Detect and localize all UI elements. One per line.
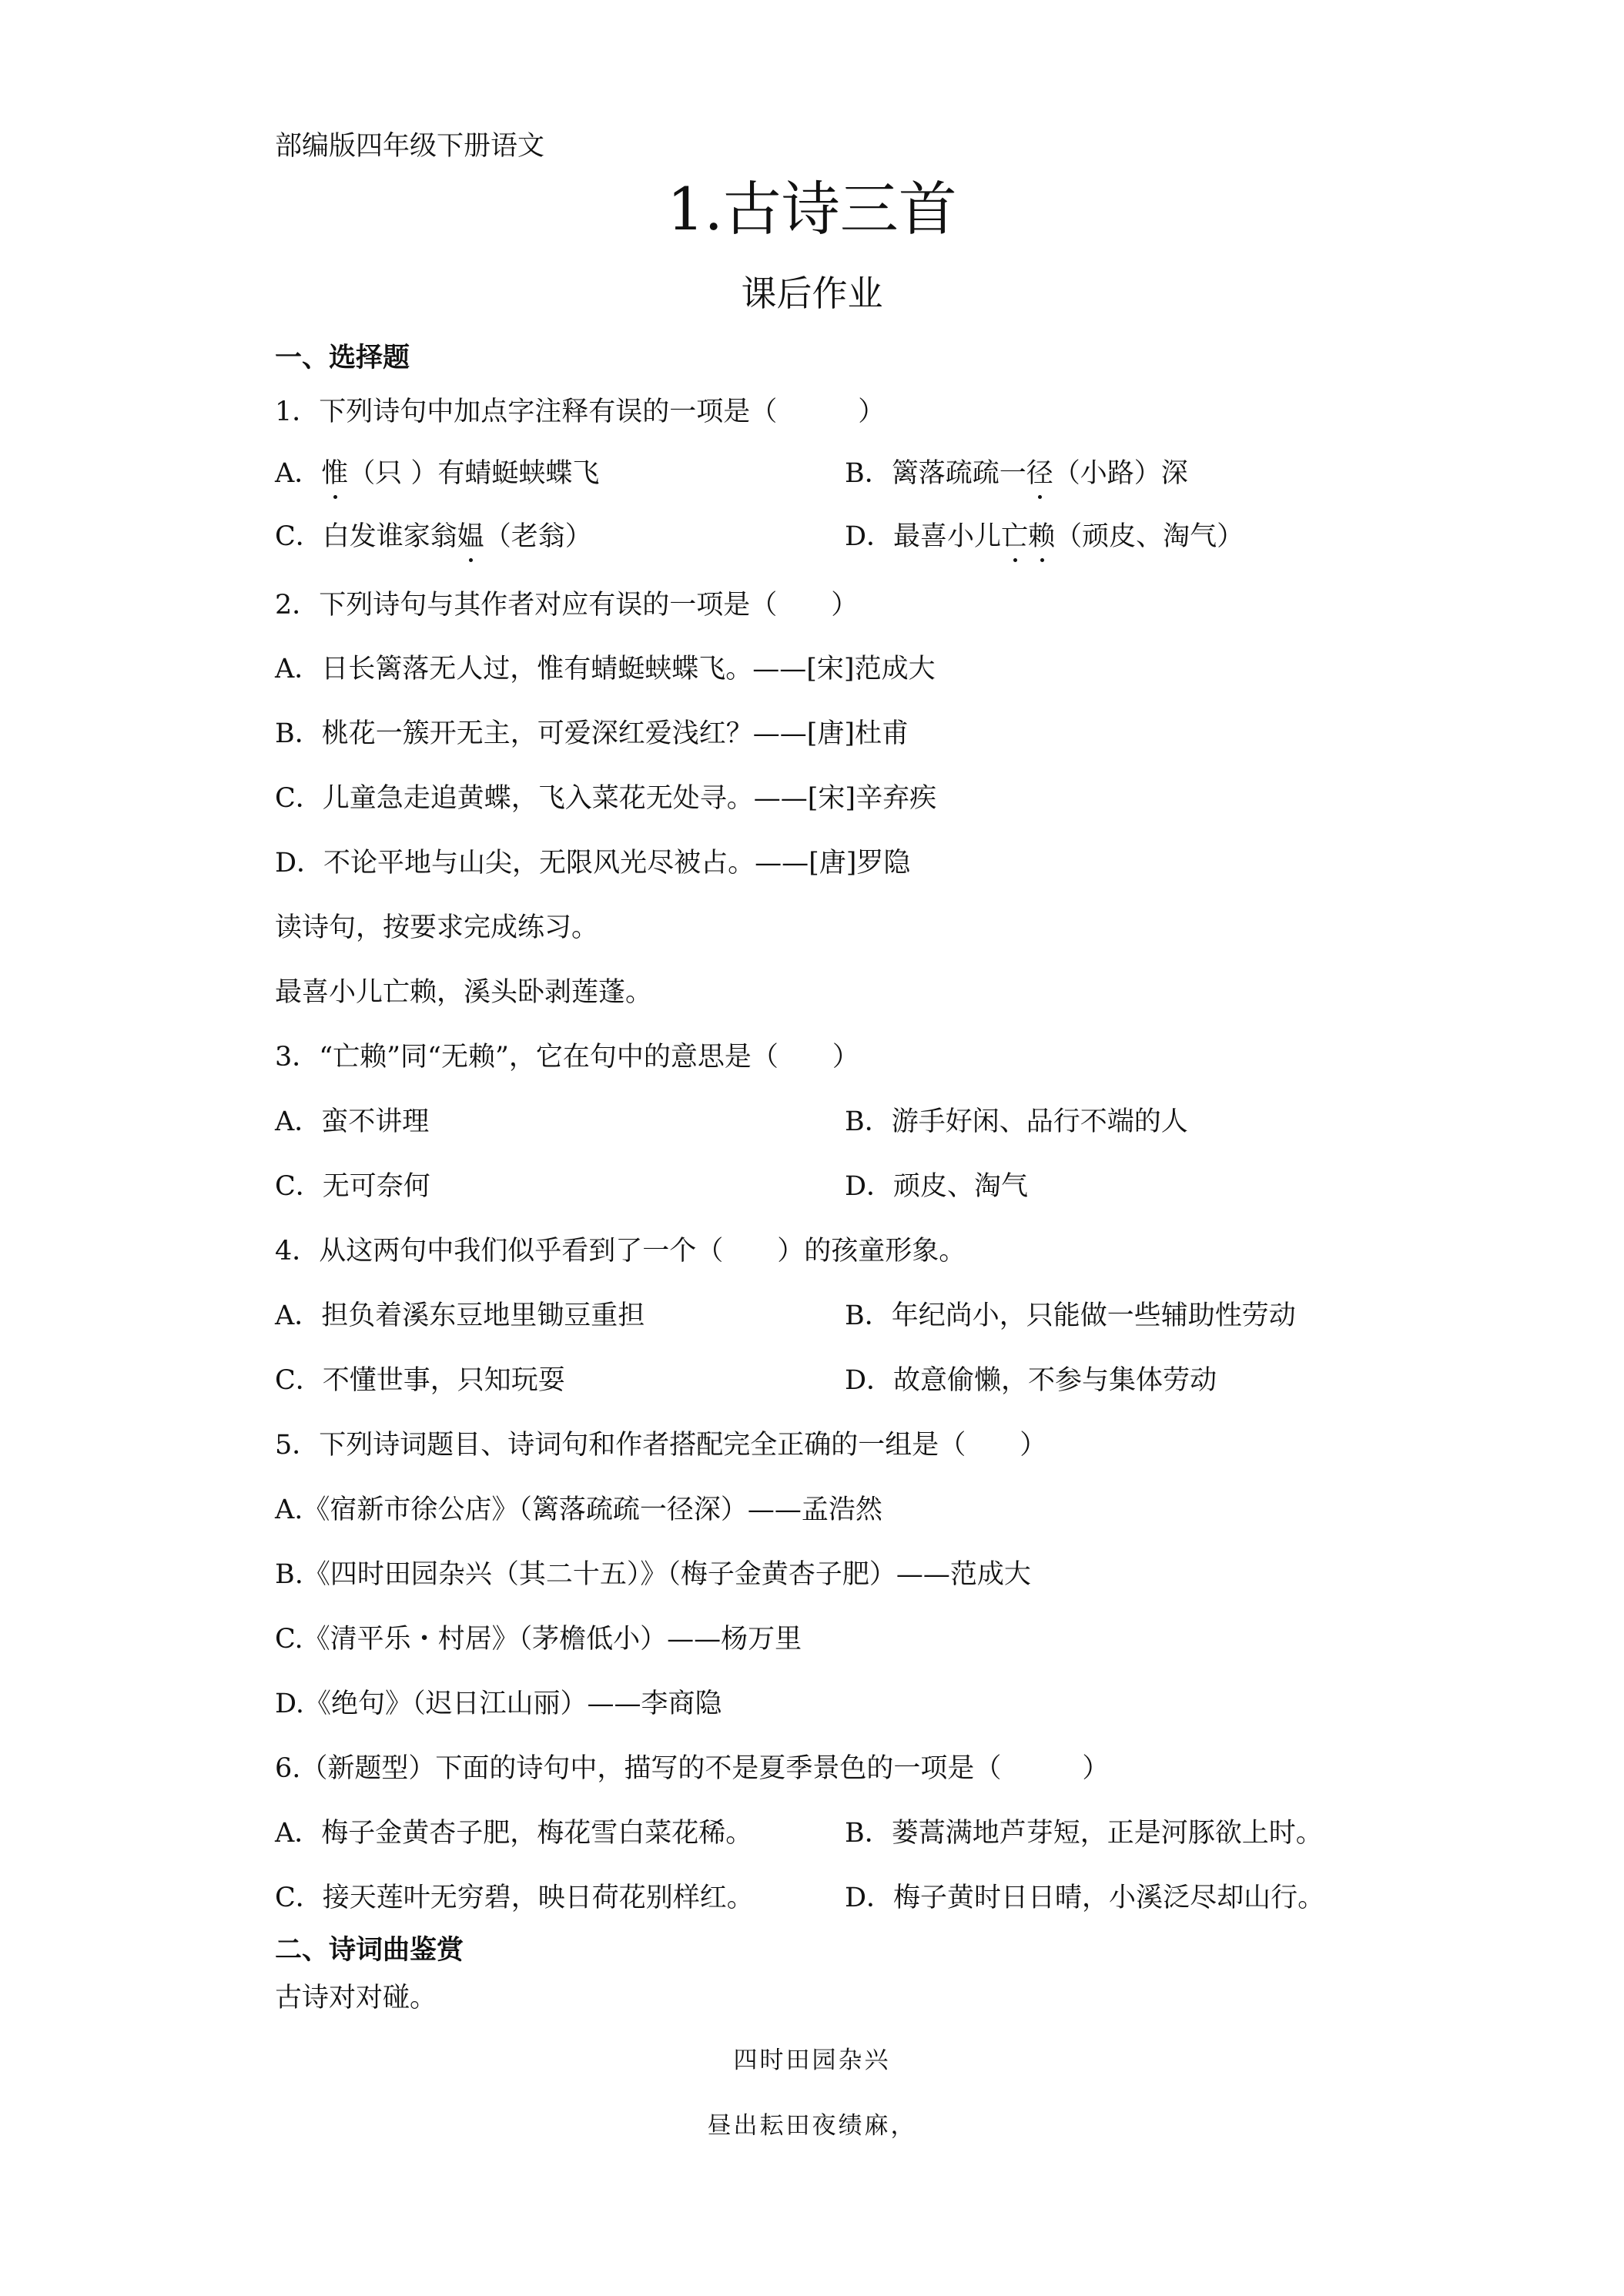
q4-option-d: D．故意偷懒，不参与集体劳动 [845,1365,1217,1396]
q1-option-d-dotted-char-2: 赖 [1028,518,1055,555]
q1-option-c [275,518,592,555]
poem-title: 四时田园杂兴 [733,2047,891,2074]
q1-stem: 1．下列诗句中加点字注释有误的一项是（ ） [275,397,886,427]
q4-option-a: A．担负着溪东豆地里锄豆重担 [275,1300,645,1331]
q5-stem: 5．下列诗词题目、诗词句和作者搭配完全正确的一组是（ ） [275,1430,1047,1461]
q6-option-b: B．蒌蒿满地芦芽短，正是河豚欲上时。 [845,1818,1323,1849]
q3-option-c: C．无可奈何 [275,1171,430,1202]
q3-option-b: B．游手好闲、品行不端的人 [845,1106,1188,1137]
q6-option-d: D．梅子黄时日日晴，小溪泛尽却山行。 [845,1883,1325,1913]
q2-option-b: B．桃花一簇开无主，可爱深红爱浅红？——[唐]杜甫 [275,718,909,749]
q5-option-a: A.《宿新市徐公店》（篱落疏疏一径深）——孟浩然 [275,1494,882,1525]
q3-stem: 3．“亡赖”同“无赖”，它在句中的意思是（ ） [275,1042,859,1073]
q1-option-a-prefix: A． [275,458,322,489]
section-heading-appreciation: 二、诗词曲鉴赏 [275,1934,464,1966]
q6-option-a: A．梅子金黄杏子肥，梅花雪白菜花稀。 [275,1818,753,1849]
q6-stem: 6.（新题型）下面的诗句中，描写的不是夏季景色的一项是（ ） [275,1753,1110,1784]
q2-stem: 2．下列诗句与其作者对应有误的一项是（ ） [275,590,859,621]
q3-option-d: D．顽皮、淘气 [845,1171,1029,1202]
q1-option-a [275,455,599,492]
q1-option-a-text: （只 ）有蜻蜓蛱蝶飞 [348,458,600,489]
q1-option-b [845,455,1188,492]
section-heading-choice: 一、选择题 [275,342,410,373]
q4-option-c: C．不懂世事，只知玩耍 [275,1365,565,1396]
q1-option-d-text: （顽皮、淘气） [1055,521,1244,552]
page-subtitle: 课后作业 [741,273,883,314]
q4-stem: 4．从这两句中我们似乎看到了一个（ ）的孩童形象。 [275,1236,966,1267]
q2-option-a: A．日长篱落无人过，惟有蜻蜓蛱蝶飞。——[宋]范成大 [275,654,936,684]
poem-line-1: 昼出耘田夜绩麻， [707,2112,917,2140]
textbook-label: 部编版四年级下册语文 [275,131,545,162]
q1-option-c-prefix: C．白发谁家翁 [275,521,457,552]
q1-option-b-prefix: B．篱落疏疏一 [845,458,1026,489]
q5-option-d: D.《绝句》（迟日江山丽）——李商隐 [275,1689,722,1719]
q1-option-d-prefix: D．最喜小儿 [845,521,1002,552]
q1-option-b-text: （小路）深 [1053,458,1188,489]
q1-option-c-dotted-char: 媪 [457,518,484,555]
reading-intro: 读诗句，按要求完成练习。 [275,912,599,943]
q5-option-b: B.《四时田园杂兴（其二十五）》（梅子金黄杏子肥）——范成大 [275,1559,1031,1590]
q2-option-c: C．儿童急走追黄蝶，飞入菜花无处寻。——[宋]辛弃疾 [275,783,937,814]
q1-option-b-dotted-char: 径 [1026,455,1053,492]
q1-option-c-text: （老翁） [484,521,592,552]
q1-option-a-dotted-char: 惟 [321,455,348,492]
q5-option-c: C.《清平乐・村居》（茅檐低小）——杨万里 [275,1624,802,1655]
q2-option-d: D．不论平地与山尖，无限风光尽被占。——[唐]罗隐 [275,848,911,879]
q4-option-b: B．年纪尚小，只能做一些辅助性劳动 [845,1300,1296,1331]
q3-option-a: A．蛮不讲理 [275,1106,430,1137]
section2-intro: 古诗对对碰。 [275,1983,437,2013]
q1-option-d [845,518,1244,555]
reading-poem: 最喜小儿亡赖，溪头卧剥莲蓬。 [275,977,653,1008]
page-title: 1.古诗三首 [667,175,957,243]
q6-option-c: C．接天莲叶无穷碧，映日荷花别样红。 [275,1883,754,1913]
q1-option-d-dotted-char-1: 亡 [1001,518,1028,555]
